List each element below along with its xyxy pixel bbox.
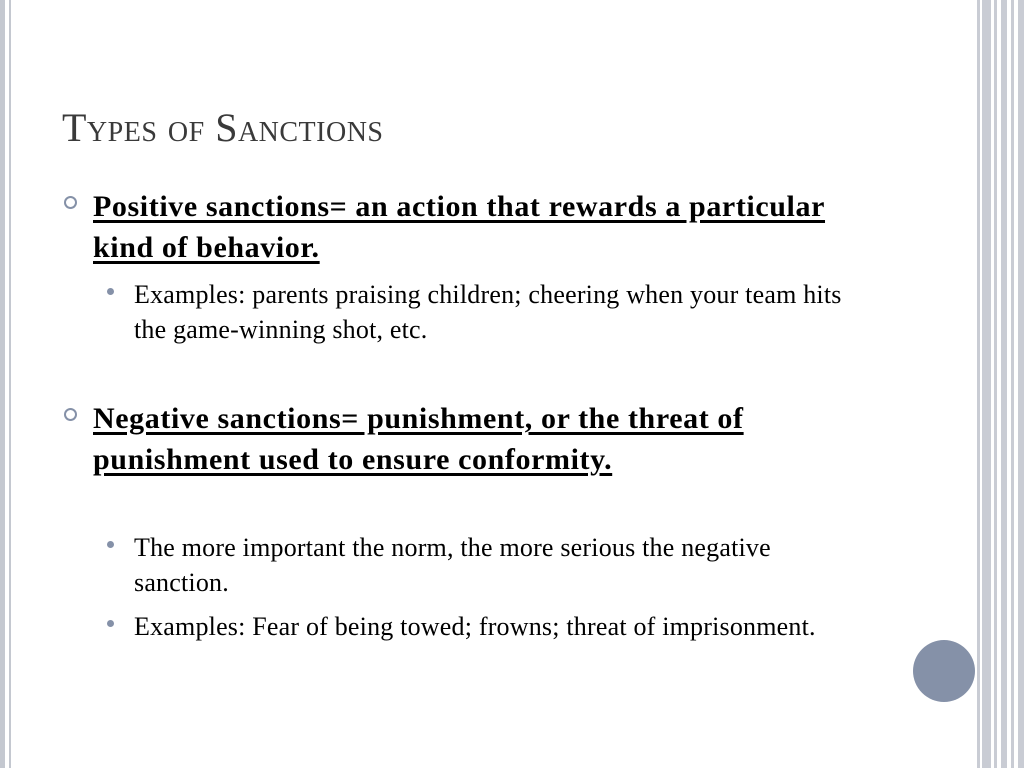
bullet-text: Negative sanctions= punishment, or the threat of punishment used to ensure conformity. xyxy=(93,402,744,476)
decorative-circle xyxy=(913,640,975,702)
sub-bullet xyxy=(107,277,847,347)
dot-bullet-icon xyxy=(107,620,114,627)
bullet-negative-sanctions xyxy=(64,398,854,480)
hollow-circle-bullet-icon xyxy=(64,408,77,421)
dot-bullet-icon xyxy=(107,541,114,548)
right-stripe xyxy=(982,0,991,768)
right-stripe xyxy=(1001,0,1007,768)
sub-bullet-text: Examples: parents praising children; cheering when your team hits the game-winning shot, etc. xyxy=(134,280,842,344)
dot-bullet-icon xyxy=(107,288,114,295)
bullet-text: Positive sanctions= an action that rewards a particular kind of behavior. xyxy=(93,190,826,264)
left-border-line-inner xyxy=(9,0,11,768)
sub-bullet xyxy=(107,530,847,600)
left-border-line xyxy=(0,0,5,768)
right-stripe xyxy=(994,0,997,768)
right-stripe xyxy=(1018,0,1024,768)
bullet-positive-sanctions xyxy=(64,186,854,268)
hollow-circle-bullet-icon xyxy=(64,196,77,209)
right-stripe xyxy=(1011,0,1014,768)
right-stripe xyxy=(977,0,980,768)
sub-bullet-text: Examples: Fear of being towed; frowns; threat of imprisonment. xyxy=(134,612,816,641)
sub-bullet-text: The more important the norm, the more serious the negative sanction. xyxy=(134,533,771,597)
slide-title: Types of Sanctions xyxy=(62,105,384,150)
sub-bullet xyxy=(107,609,847,644)
